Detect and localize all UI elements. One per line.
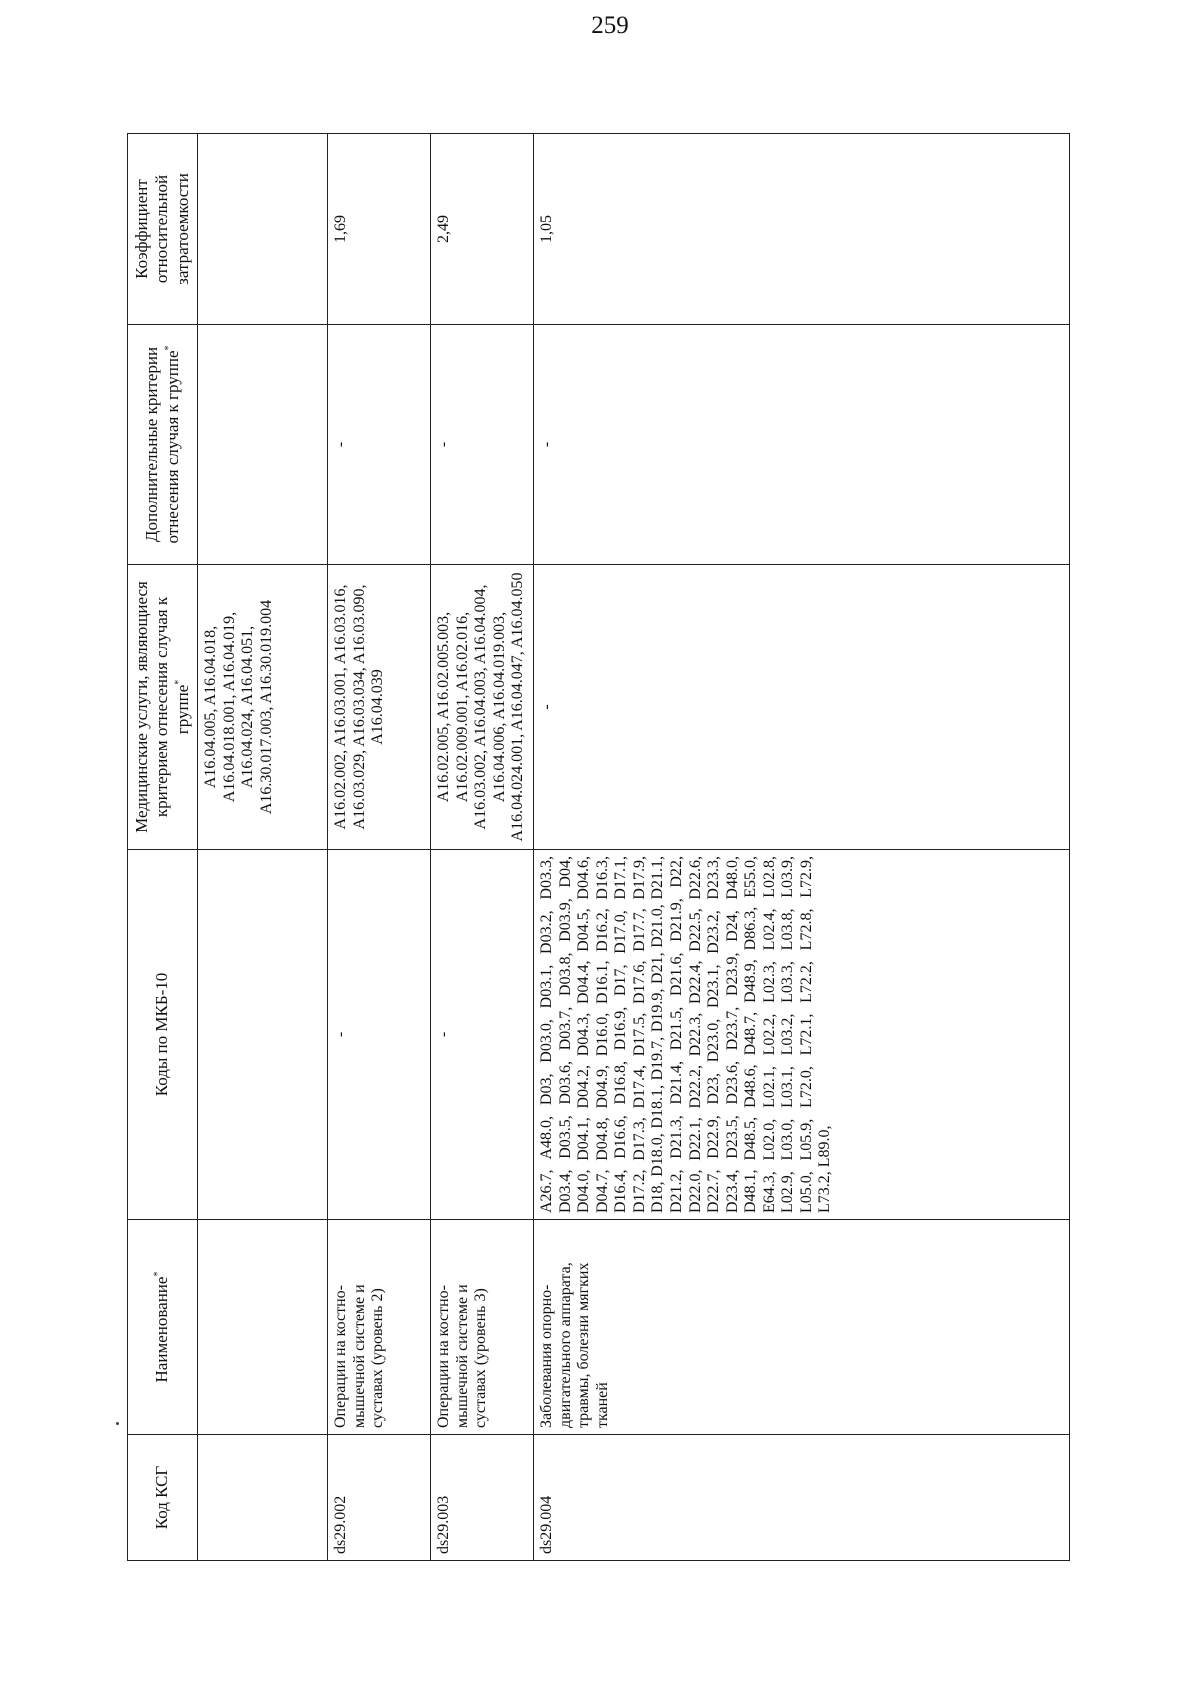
header-mkb: Коды по МКБ-10 [128, 850, 198, 1220]
cell-criteria: - [534, 325, 1070, 565]
header-criteria-text: Дополнительные критерии отнесения случая к группе [142, 346, 182, 544]
cell-name: Операции на костно-мышечной системе и суставах (уровень 2) [328, 1220, 431, 1435]
cell-mkb: - [431, 850, 534, 1220]
header-criteria [128, 325, 198, 565]
table-row [431, 134, 534, 1561]
cell-criteria: - [431, 325, 534, 565]
cell-coefficient: 2,49 [431, 134, 534, 325]
cell-services: A16.02.002, A16.03.001, A16.03.016, A16.03.029, A16.03.034, A16.03.090, A16.04.039 [328, 565, 431, 850]
header-name-mark: * [152, 1271, 164, 1277]
header-coefficient: Коэффициент относительной затратоемкости [128, 134, 198, 325]
header-name-text: Наименование [152, 1276, 172, 1383]
header-criteria-mark: * [162, 345, 174, 351]
cell-code: ds29.003 [431, 1435, 534, 1561]
cell-name: Операции на костно-мышечной системе и суставах (уровень 3) [431, 1220, 534, 1435]
cell-name: Заболевания опорно-двигательного аппарата, травмы, болезни мягких тканей [534, 1220, 1070, 1435]
cell-services: A16.04.005, A16.04.018, A16.04.018.001, A16.04.019, A16.04.024, A16.04.051, A16.30.017.003, A16.30.019.004 [198, 565, 328, 850]
cell-code: ds29.002 [328, 1435, 431, 1561]
cell-code: ds29.004 [534, 1435, 1070, 1561]
table-row-continuation [198, 134, 328, 1561]
cell-services: - [534, 565, 1070, 850]
header-name [128, 1220, 198, 1435]
cell-coefficient: 1,69 [328, 134, 431, 325]
cell-code [198, 1435, 328, 1561]
ksg-table [127, 133, 1070, 1561]
cell-criteria: - [328, 325, 431, 565]
cell-services: A16.02.005, A16.02.005.003, A16.02.009.001, A16.02.016, A16.03.002, A16.04.003, A16.04.004, A16.04.006, A16.04.019.003, A16.04.024.001, A16.04.047, A16.04.050 [431, 565, 534, 850]
cell-coefficient: 1,05 [534, 134, 1070, 325]
cell-coefficient [198, 134, 328, 325]
margin-dot [116, 1422, 119, 1425]
rotated-table-container [127, 134, 1067, 1561]
cell-criteria [198, 325, 328, 565]
header-services-mark: * [173, 679, 185, 685]
cell-name [198, 1220, 328, 1435]
header-code: Код КСГ [128, 1435, 198, 1561]
table-row [534, 134, 1070, 1561]
cell-mkb: - [328, 850, 431, 1220]
cell-mkb: A26.7, A48.0, D03, D03.0, D03.1, D03.2, D03.3, D03.4, D03.5, D03.6, D03.7, D03.8, D03.9, D04, D04.0, D04.1, D04.2, D04.3, D04.4, D04.5, D04.6, D04.7, D04.8, D04.9, D16.0, D16.1, D16.2, D16.3, D16.4, D16.6, D16.8, D16.9, D17, D17.0, D17.1, D17.2, D17.3, D17.4, D17.5, D17.6, D17.7, D17.9, D18, D18.0, D18.1, D19.7, D19.9, D21, D21.0, D21.1, D21.2, D21.3, D21.4, D21.5, D21.6, D21.9, D22, D22.0, D22.1, D22.2, D22.3, D22.4, D22.5, D22.6, D22.7, D22.9, D23, D23.0, D23.1, D23.2, D23.3, D23.4, D23.5, D23.6, D23.7, D23.9, D24, D48.0, D48.1, D48.5, D48.6, D48.7, D48.9, D86.3, E55.0, E64.3, L02.0, L02.1, L02.2, L02.3, L02.4, L02.8, L02.9, L03.0, L03.1, L03.2, L03.3, L03.8, L03.9, L05.0, L05.9, L72.0, L72.1, L72.2, L72.8, L72.9, L73.2, L89.0, [534, 850, 1070, 1220]
table-row [328, 134, 431, 1561]
page-number: 259 [591, 12, 629, 39]
header-services [128, 565, 198, 850]
table-header-row [128, 134, 198, 1561]
cell-mkb [198, 850, 328, 1220]
header-services-text: Медицинские услуги, являющиеся критерием отнесения случая к группе [132, 581, 192, 833]
